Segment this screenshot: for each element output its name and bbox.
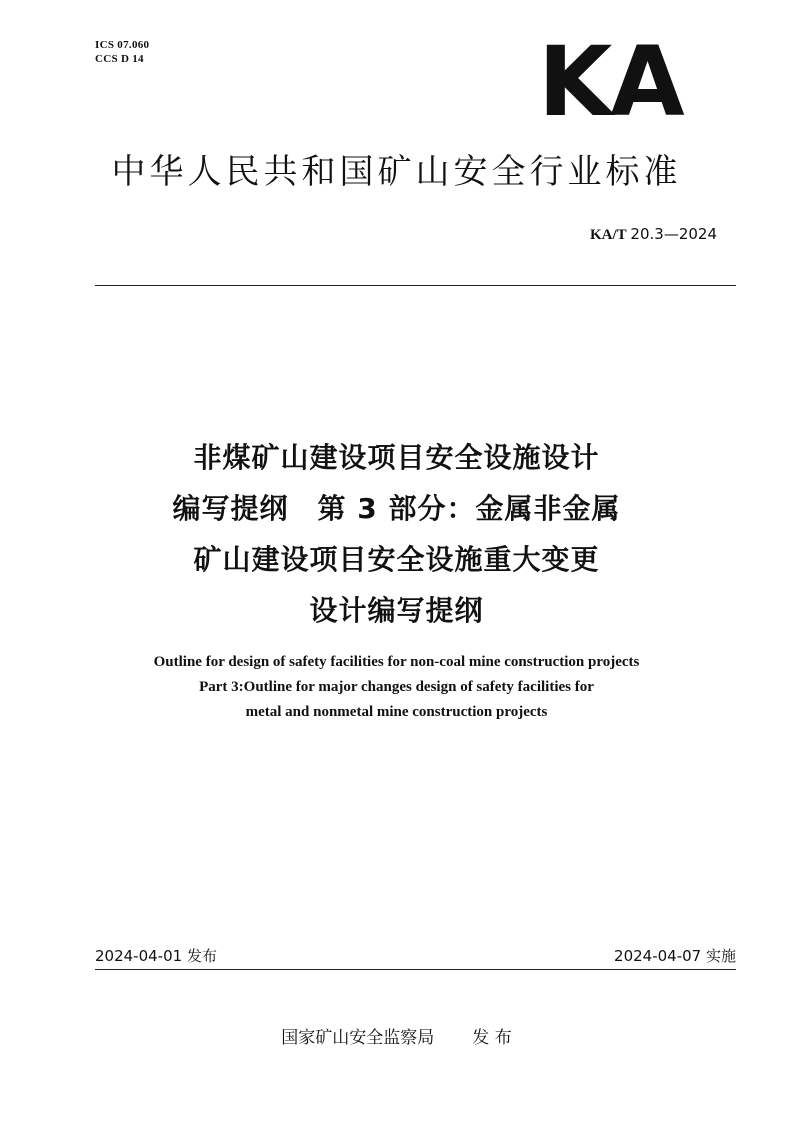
issuer [0, 1026, 793, 1050]
english-title [0, 650, 793, 725]
standard-title: 中华人民共和国矿山安全行业标准 [111, 152, 682, 192]
chinese-title-line: 编写提纲 第 3 部分：金属非金属 [172, 492, 621, 525]
chinese-title-line: 设计编写提纲 [309, 594, 484, 627]
issuer-action: 发 布 [472, 1028, 512, 1048]
english-title-line: Outline for design of safety facilities for non-coal mine construction projects [153, 654, 640, 670]
standard-number-value: 20.3—2024 [630, 225, 717, 243]
ics-code: ICS 07.060 [95, 39, 150, 51]
english-title-line: Part 3:Outline for major changes design of safety facilities for [199, 679, 594, 695]
chinese-title-line: 非煤矿山建设项目安全设施设计 [193, 441, 600, 474]
issue-date: 2024-04-01 发布 [95, 947, 217, 965]
ccs-code: CCS D 14 [95, 53, 144, 65]
issuer-name: 国家矿山安全监察局 [281, 1028, 435, 1048]
english-title-line: metal and nonmetal mine construction projects [245, 704, 548, 720]
classification-codes [95, 38, 149, 66]
bottom-divider [95, 969, 736, 970]
standard-number-prefix: KA/T [589, 227, 627, 243]
implementation-date: 2024-04-07 实施 [614, 947, 736, 965]
chinese-title-line: 矿山建设项目安全设施重大变更 [193, 543, 600, 576]
ka-logo: KA [538, 26, 683, 138]
top-divider [95, 285, 736, 286]
chinese-title [0, 432, 793, 636]
standard-number [590, 224, 717, 245]
